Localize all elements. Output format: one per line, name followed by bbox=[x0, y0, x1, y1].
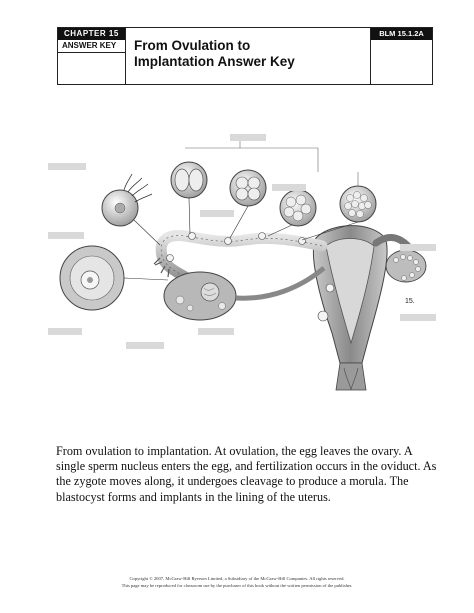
ovarian-ligament bbox=[236, 268, 324, 298]
chapter-label: CHAPTER 15 bbox=[58, 28, 126, 40]
four-cell-stage bbox=[230, 170, 266, 206]
label-blank-4 bbox=[48, 328, 82, 335]
title-line-2: Implantation Answer Key bbox=[134, 54, 295, 69]
copyright-footer bbox=[40, 576, 434, 589]
answer-key-label: ANSWER KEY bbox=[58, 40, 126, 53]
label-blank-8 bbox=[272, 184, 306, 191]
cervix-shape bbox=[336, 363, 366, 390]
left-oviduct bbox=[161, 236, 322, 280]
title-line-1: From Ovulation to bbox=[134, 38, 251, 53]
label-blank-2 bbox=[48, 163, 86, 170]
copyright-line-2: This page may be reproduced for classroom use by the purchaser of this book without the written permission of the publisher. bbox=[121, 582, 353, 588]
label-blank-7 bbox=[200, 210, 234, 217]
copyright-line-1: Copyright © 2007, McGraw-Hill Ryerson Limited, a Subsidiary of the McGraw-Hill Companies. All rights reserved. bbox=[129, 576, 345, 581]
header-divider-left bbox=[125, 28, 126, 84]
ovulation-implantation-diagram bbox=[40, 128, 450, 398]
left-ovary bbox=[164, 272, 236, 320]
diagram-caption: From ovulation to implantation. At ovulation, the egg leaves the ovary. A single sperm nucleus enters the egg, and fertilization occurs in the oviduct. As the zygote moves along, it undergoes cleavage to produce a morula. The blastocyst forms and implants in the lining of the uterus. bbox=[56, 444, 437, 504]
label-number-15: 15. bbox=[405, 298, 415, 305]
page-title bbox=[134, 38, 364, 70]
label-blank-5 bbox=[126, 342, 164, 349]
label-blank-9 bbox=[400, 244, 436, 251]
label-blank-3 bbox=[48, 232, 84, 239]
label-blank-6 bbox=[198, 328, 234, 335]
blm-code: BLM 15.1.2A bbox=[371, 28, 432, 40]
worksheet-header bbox=[57, 27, 433, 85]
bracket-line bbox=[185, 148, 318, 172]
label-blank-1 bbox=[230, 134, 266, 141]
reproductive-tract-illustration bbox=[40, 128, 450, 398]
label-blank-10 bbox=[400, 314, 436, 321]
